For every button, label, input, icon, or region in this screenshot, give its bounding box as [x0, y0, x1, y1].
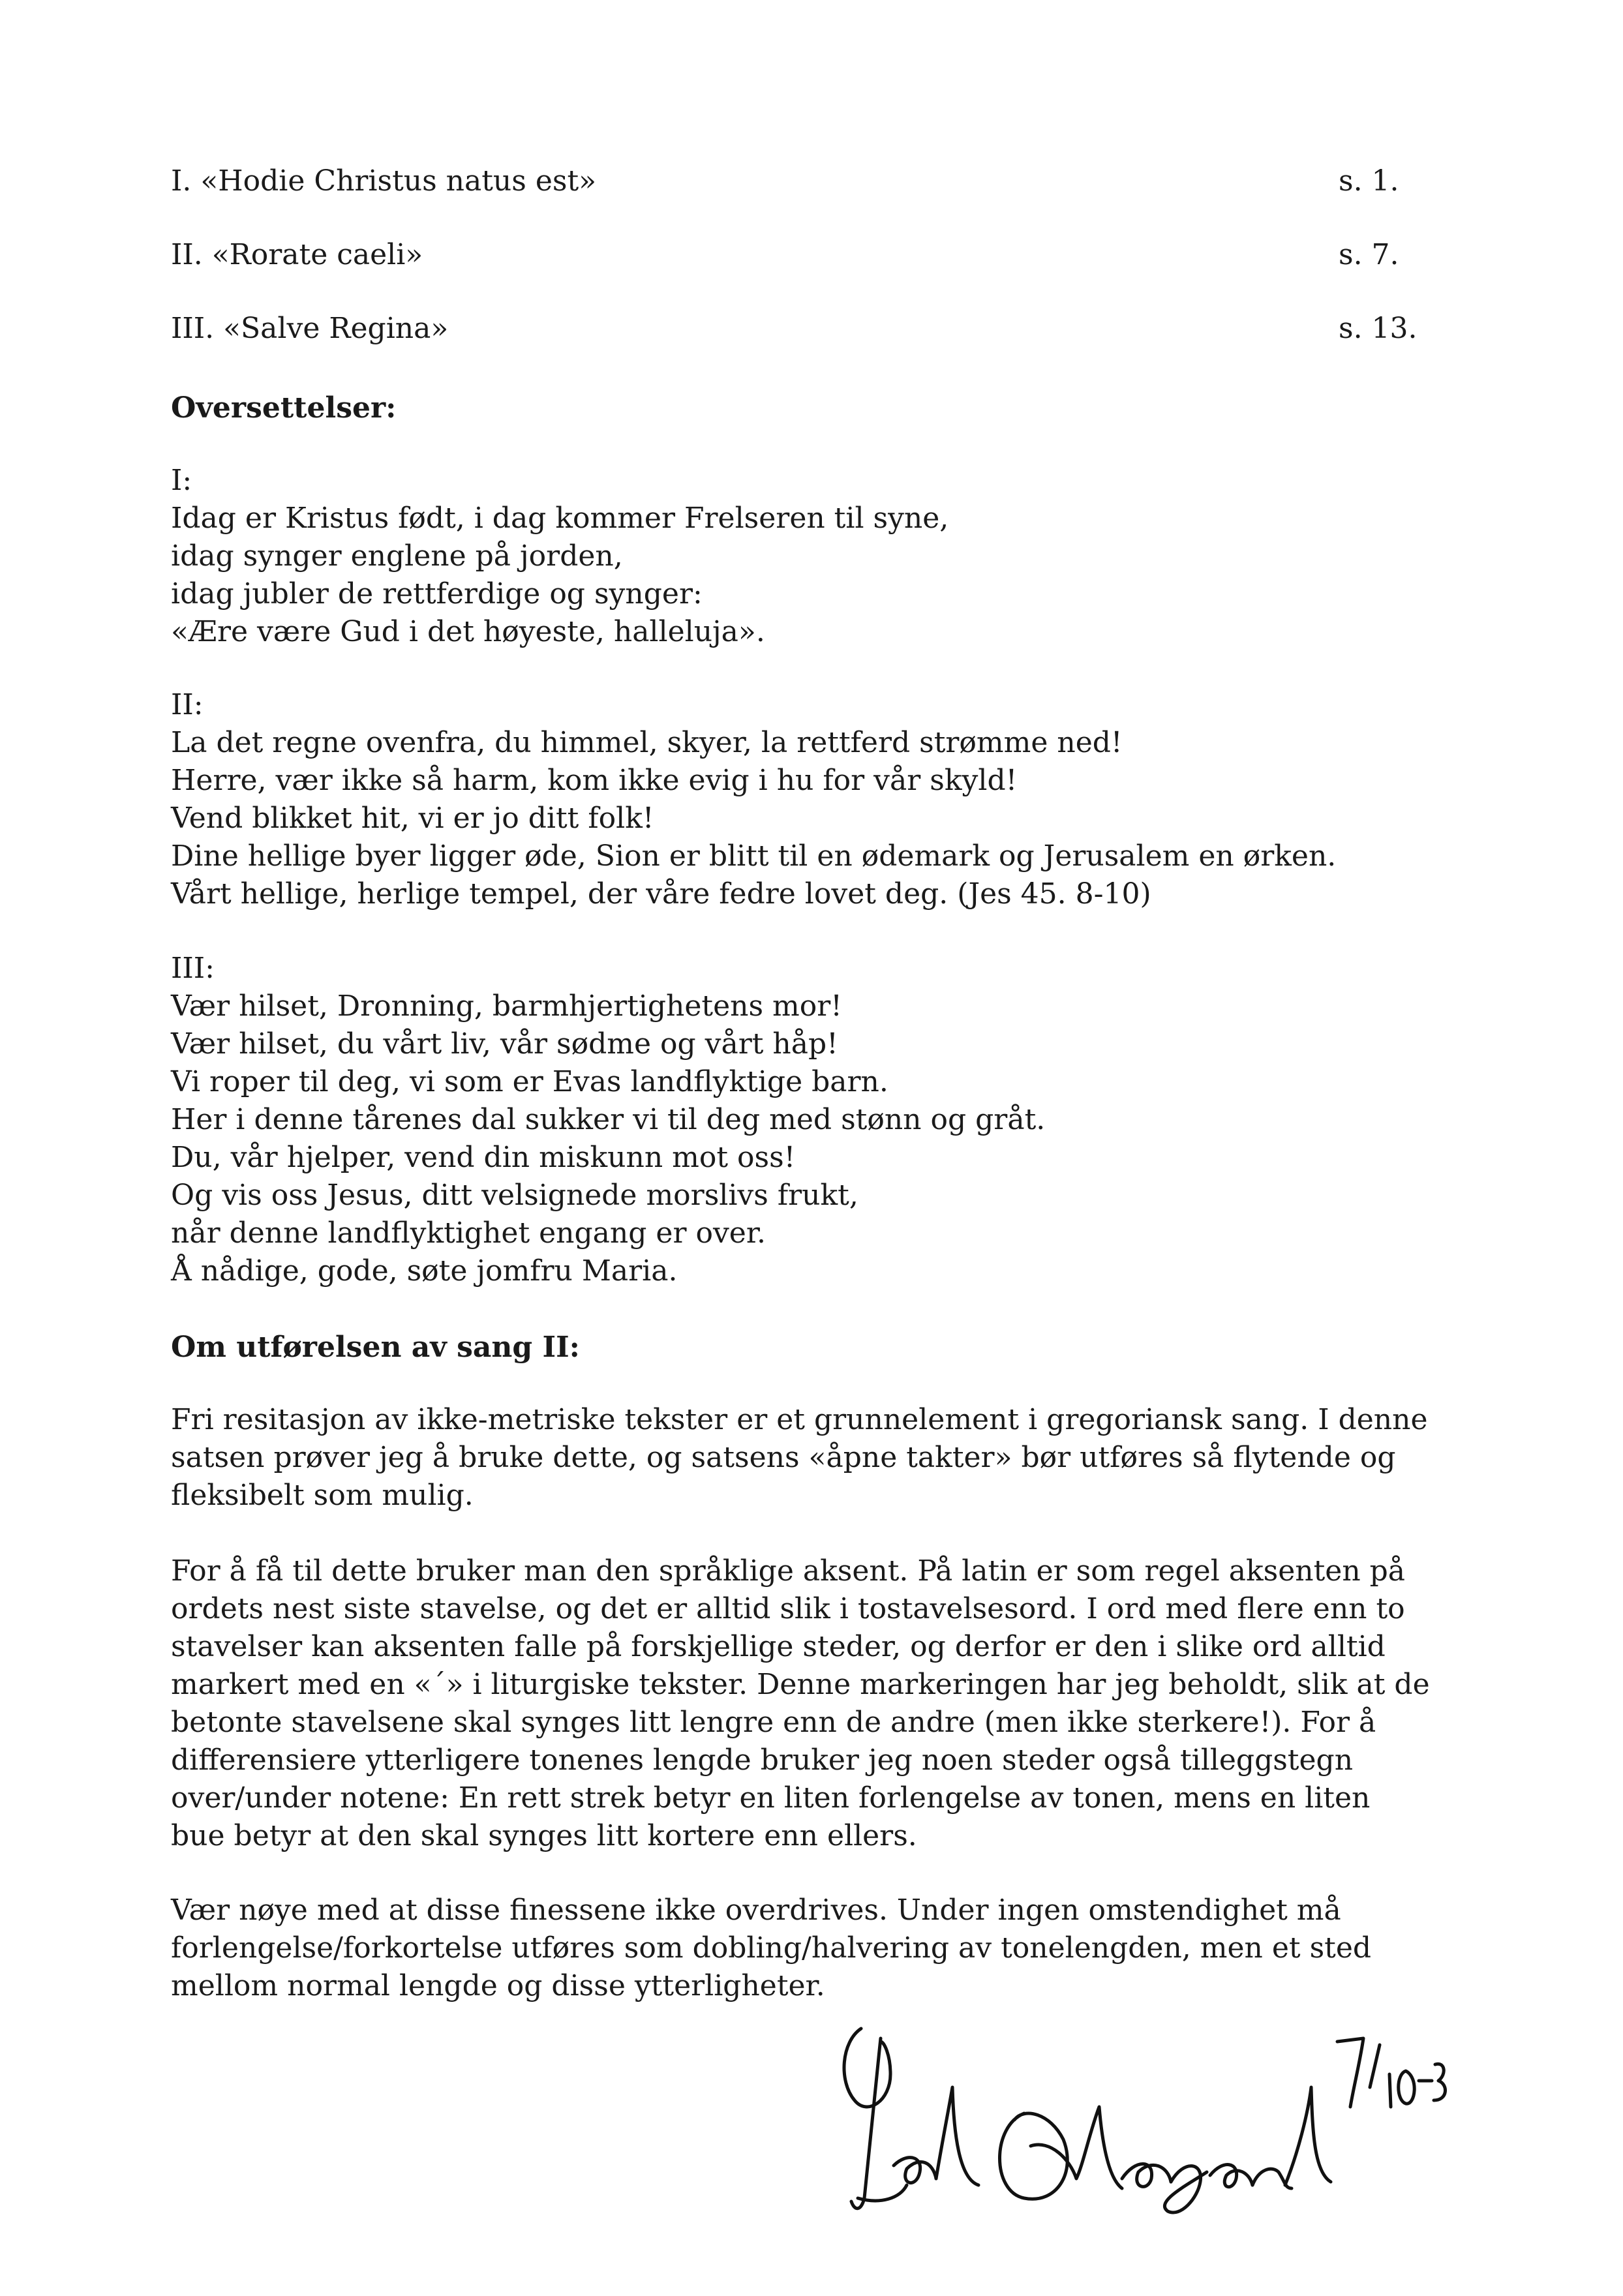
verse-line: når denne landflyktighet engang er over.	[171, 1216, 766, 1250]
verse-line: Og vis oss Jesus, ditt velsignede morslivs frukt,	[171, 1179, 858, 1212]
verse-line: Vær hilset, du vårt liv, vår sødme og vårt håp!	[171, 1027, 838, 1061]
toc-entry-page: s. 7.	[1339, 238, 1399, 271]
translation-section-2	[171, 686, 1476, 913]
paragraph-line: forlengelse/forkortelse utføres som dobling/halvering av tonelengden, men et sted	[171, 1931, 1372, 1965]
verse-line: «Ære være Gud i det høyeste, halleluja».	[171, 615, 765, 648]
verse-line: idag synger englene på jorden,	[171, 539, 623, 573]
paragraph-line: mellom normal lengde og disse ytterligheter.	[171, 1969, 825, 2002]
handwritten-signature	[828, 2002, 1448, 2218]
toc-entry-title: I. «Hodie Christus natus est»	[171, 164, 597, 198]
performance-heading: Om utførelsen av sang II:	[171, 1331, 580, 1364]
paragraph-line: For å få til dette bruker man den språklige aksent. På latin er som regel aksenten på	[171, 1554, 1406, 1588]
paragraph-line: fleksibelt som mulig.	[171, 1479, 474, 1512]
toc-entry-title: III. «Salve Regina»	[171, 312, 449, 345]
toc-entry	[171, 312, 1418, 357]
paragraph-line: differensiere ytterligere tonenes lengde bruker jeg noen steder også tilleggstegn	[171, 1744, 1354, 1777]
translations-heading: Oversettelser:	[171, 391, 397, 425]
toc-entry	[171, 238, 1410, 284]
verse-line: idag jubler de rettferdige og synger:	[171, 577, 703, 611]
signature-drawing	[828, 2002, 1448, 2218]
verse-line: La det regne ovenfra, du himmel, skyer, la rettferd strømme ned!	[171, 726, 1123, 759]
verse-line: Vi roper til deg, vi som er Evas landflyktige barn.	[171, 1065, 888, 1098]
verse-line: Vend blikket hit, vi er jo ditt folk!	[171, 802, 654, 835]
verse-line: Idag er Kristus født, i dag kommer Frelseren til syne,	[171, 502, 949, 535]
section-label: III:	[171, 952, 215, 985]
verse-line: Å nådige, gode, søte jomfru Maria.	[171, 1254, 678, 1288]
verse-line: Dine hellige byer ligger øde, Sion er blitt til en ødemark og Jerusalem en ørken.	[171, 839, 1337, 873]
performance-paragraph-1	[171, 1401, 1476, 1515]
paragraph-line: Vær nøye med at disse finessene ikke overdrives. Under ingen omstendighet må	[171, 1894, 1341, 1927]
translation-section-3	[171, 950, 1476, 1290]
section-label: II:	[171, 688, 204, 721]
verse-line: Vårt hellige, herlige tempel, der våre fedre lovet deg. (Jes 45. 8-10)	[171, 877, 1151, 911]
toc-entry-page: s. 13.	[1339, 312, 1418, 345]
verse-line: Vær hilset, Dronning, barmhjertighetens mor!	[171, 989, 842, 1023]
paragraph-line: satsen prøver jeg å bruke dette, og satsens «åpne takter» bør utføres så flytende og	[171, 1441, 1396, 1474]
performance-paragraph-3	[171, 1892, 1476, 2005]
performance-paragraph-2	[171, 1552, 1476, 1855]
paragraph-line: stavelser kan aksenten falle på forskjellige steder, og derfor er den i slike ord alltid	[171, 1630, 1386, 1663]
section-label: I:	[171, 464, 192, 497]
paragraph-line: Fri resitasjon av ikke-metriske tekster er et grunnelement i gregoriansk sang. I denne	[171, 1403, 1428, 1436]
paragraph-line: betonte stavelsene skal synges litt lengre enn de andre (men ikke sterkere!). For å	[171, 1706, 1376, 1739]
toc-entry-page: s. 1.	[1339, 164, 1399, 198]
toc-entry	[171, 164, 1410, 210]
verse-line: Du, vår hjelper, vend din miskunn mot oss!	[171, 1141, 796, 1174]
paragraph-line: ordets nest siste stavelse, og det er alltid slik i tostavelsesord. I ord med flere enn to	[171, 1592, 1405, 1625]
translation-section-1	[171, 462, 1476, 651]
paragraph-line: markert med en «´» i liturgiske tekster. Denne markeringen har jeg beholdt, slik at de	[171, 1668, 1430, 1701]
toc-entry-title: II. «Rorate caeli»	[171, 238, 423, 271]
verse-line: Her i denne tårenes dal sukker vi til deg med stønn og gråt.	[171, 1103, 1046, 1136]
paragraph-line: bue betyr at den skal synges litt kortere enn ellers.	[171, 1819, 917, 1852]
verse-line: Herre, vær ikke så harm, kom ikke evig i hu for vår skyld!	[171, 764, 1018, 797]
paragraph-line: over/under notene: En rett strek betyr en liten forlengelse av tonen, mens en liten	[171, 1781, 1371, 1815]
